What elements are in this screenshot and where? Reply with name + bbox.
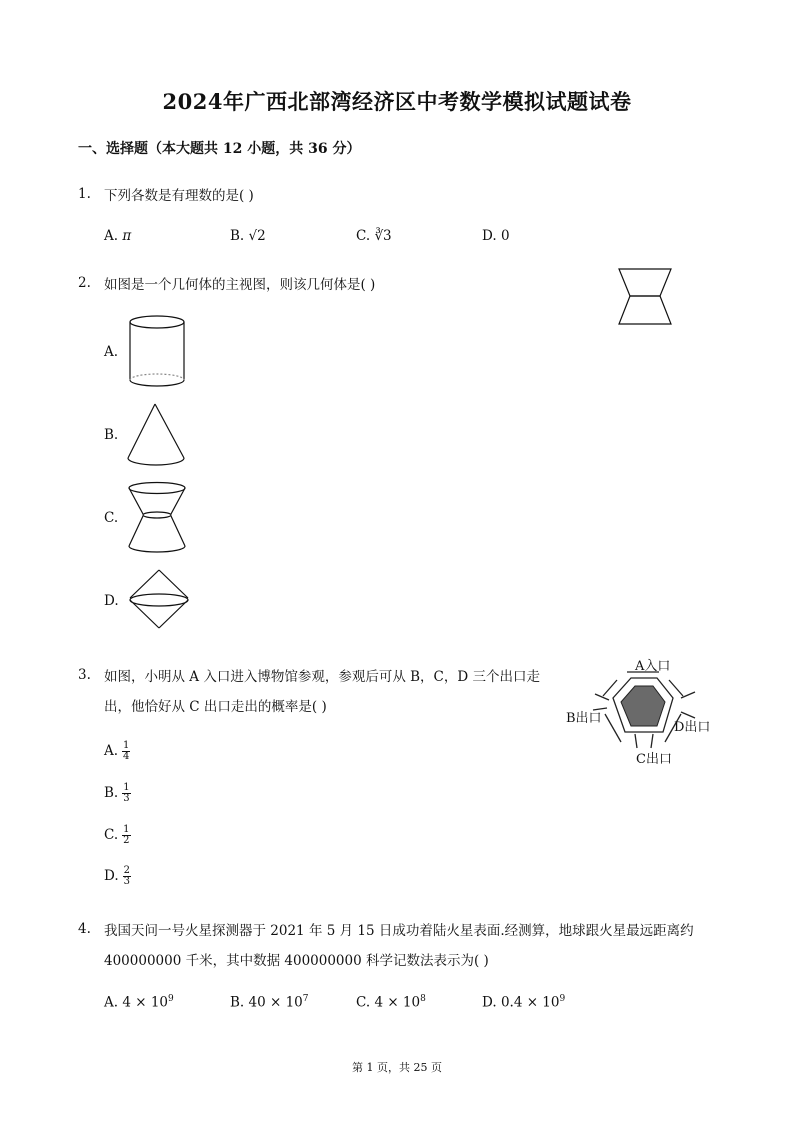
q1-text: 下列各数是有理数的是( ): [104, 188, 254, 204]
q3-option-b: B. $\frac{1}{3}$: [104, 782, 130, 804]
q4-option-d: D. $0.4 \times 10^9$: [482, 994, 566, 1011]
q2-option-b-cone: [126, 402, 186, 468]
q4-text-line1: 我国天问一号火星探测器于 2021 年 5 月 15 日成功着陆火星表面.经测算，地球跟火星最远距离约: [104, 923, 694, 939]
q2-option-d-label: D.: [104, 593, 119, 609]
q3-option-c: C. $\frac{1}{2}$: [104, 824, 130, 846]
q3-option-d: D. $\frac{2}{3}$: [104, 865, 131, 887]
q4-option-c: C. $4 \times 10^8$: [356, 994, 426, 1011]
q3-label-b: B出口: [566, 711, 602, 726]
q1-option-b: B. √2: [230, 228, 266, 244]
q3-label-d: D出口: [674, 720, 711, 735]
q2-option-d-double-cone: [128, 568, 190, 632]
q4-number: 4.: [78, 921, 91, 937]
q2-option-a-cylinder: [128, 314, 186, 388]
q1-number: 1.: [78, 186, 91, 202]
q2-front-view-figure: [615, 266, 675, 328]
q3-option-b-fraction: $\frac{1}{3}$: [123, 782, 130, 804]
q2-option-a-label: A.: [104, 344, 119, 360]
q3-option-d-fraction: $\frac{2}{3}$: [123, 865, 131, 887]
q4-options: [0, 994, 794, 1014]
q2-option-c-label: C.: [104, 510, 119, 526]
q3-option-a: A. $\frac{1}{4}$: [104, 740, 130, 762]
q4-option-a: A. $4 \times 10^9$: [104, 994, 174, 1011]
q4-option-b: B. $40 \times 10^7$: [230, 994, 309, 1011]
q3-option-c-fraction: $\frac{1}{2}$: [123, 824, 130, 846]
section-header: 一、选择题（本大题共 12 小题，共 36 分）: [78, 141, 361, 157]
q2-option-c-hourglass-solid: [126, 480, 188, 554]
q3-option-a-fraction: $\frac{1}{4}$: [123, 740, 130, 762]
q1-options: [0, 228, 794, 248]
q3-text-line2: 出，他恰好从 C 出口走出的概率是( ): [104, 699, 327, 715]
q3-label-a: A入口: [635, 659, 671, 674]
q3-label-c: C出口: [636, 752, 672, 767]
q3-museum-hall: [621, 686, 665, 726]
q1-option-c: C. ∛3: [356, 228, 392, 244]
q2-text: 如图是一个几何体的主视图，则该几何体是( ): [104, 277, 376, 293]
page-title: 2024年广西北部湾经济区中考数学模拟试题试卷: [162, 89, 632, 114]
q2-option-b-label: B.: [104, 427, 119, 443]
q3-number: 3.: [78, 667, 91, 683]
q1-option-d: D. 0: [482, 228, 510, 244]
q4-text-line2: 400000000 千米，其中数据 400000000 科学记数法表示为( ): [104, 953, 489, 969]
q2-number: 2.: [78, 275, 91, 291]
q3-text-line1: 如图，小明从 A 入口进入博物馆参观，参观后可从 B，C，D 三个出口走: [104, 669, 540, 685]
q1-option-a: A. π: [104, 228, 132, 244]
page-footer: 第 1 页，共 25 页: [352, 1061, 442, 1074]
